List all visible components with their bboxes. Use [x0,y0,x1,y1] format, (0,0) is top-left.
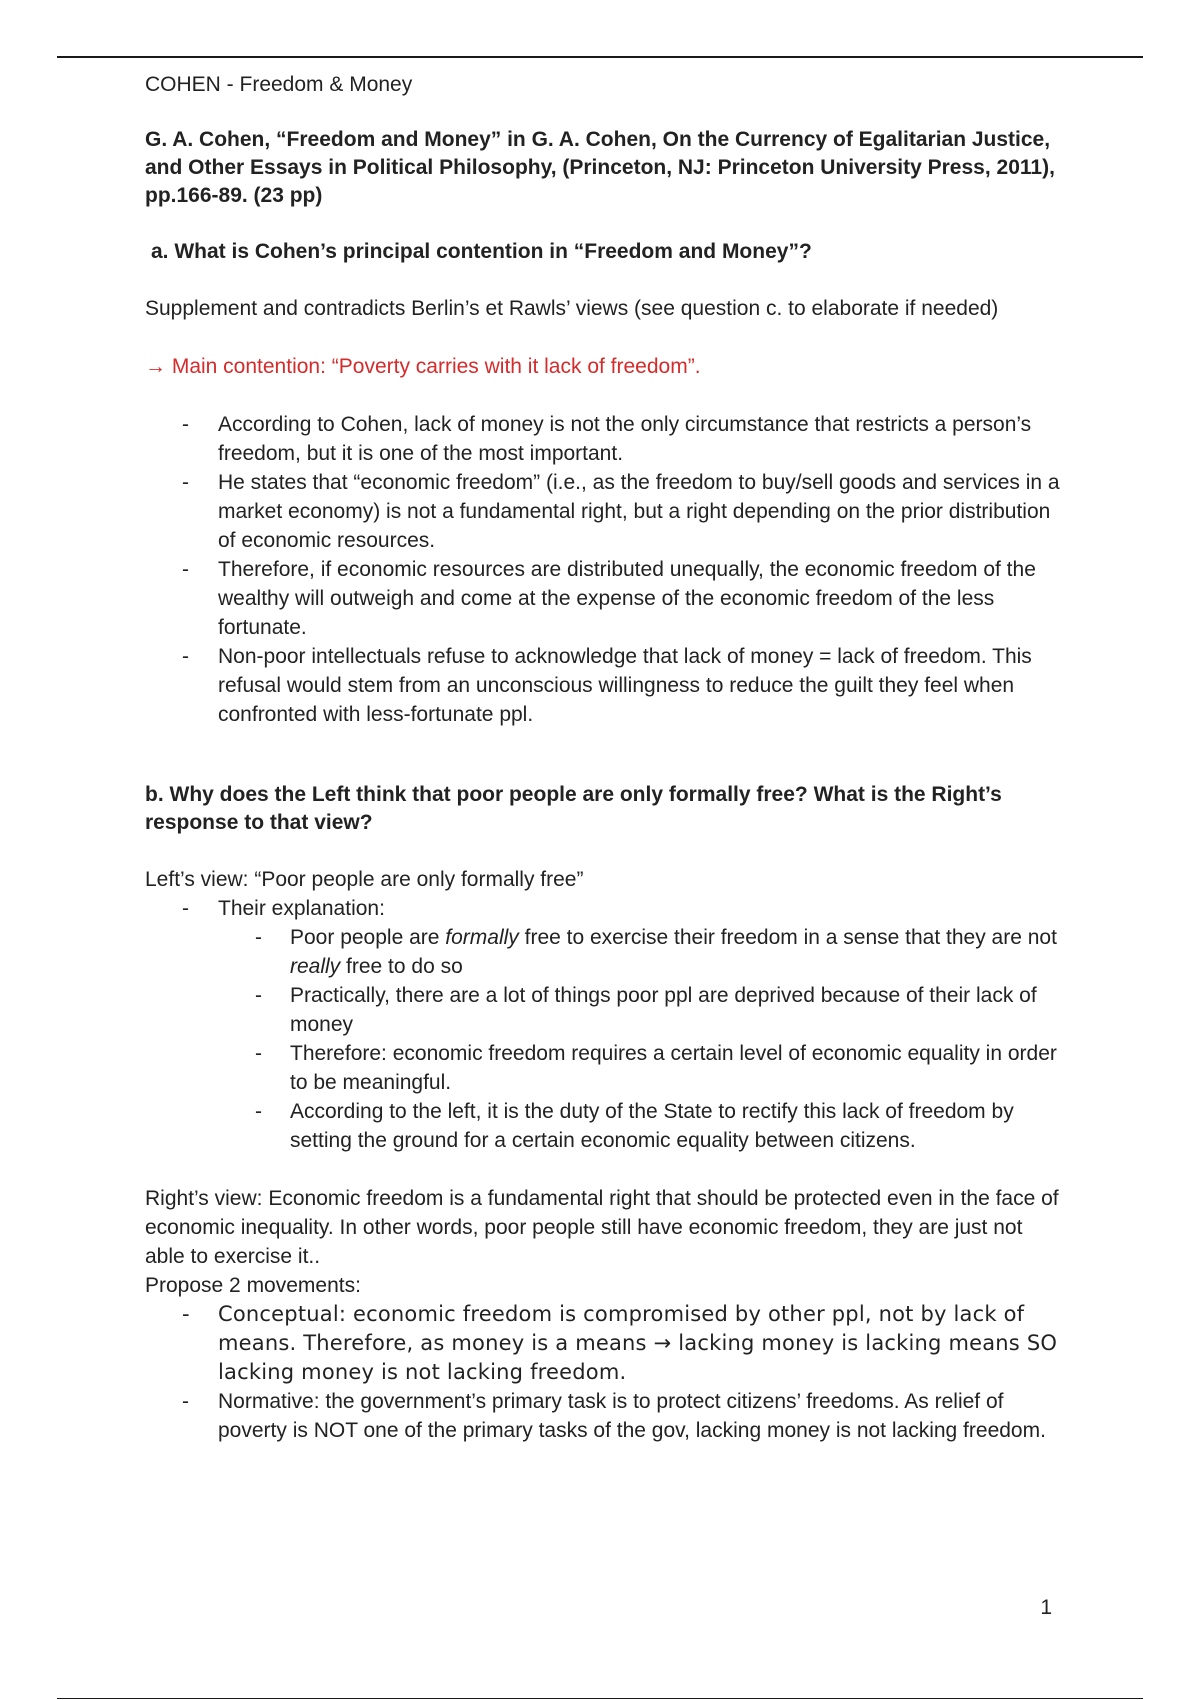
list-item: - Conceptual: economic freedom is compromised by other ppl, not by lack of means. Therefore, as money is a means → lacking money is lacking means SO lacking money is not lacking freedom. [145,1300,1065,1387]
text-run: free to exercise their freedom in a sense that they are not [518,926,1057,949]
propose-movements: Propose 2 movements: [145,1274,361,1297]
right-view: Right’s view: Economic freedom is a fundamental right that should be protected even in the face of economic inequality. In other words, poor people still have economic freedom, they are just not able to exercise it.. [145,1187,1059,1268]
left-explanation-list [145,894,1065,923]
emphasis-really: really [290,955,341,978]
question-b-heading: b. Why does the Left think that poor people are only formally free? What is the Right’s response to that view? [145,783,1002,834]
movements-list [145,1300,1065,1445]
list-item: - Non-poor intellectuals refuse to acknowledge that lack of money = lack of freedom. This refusal would stem from an unconscious willingness to reduce the guilt they feel when confronted with less-fortunate ppl. [145,642,1065,729]
section-spacer [145,729,1065,781]
list-item: - He states that “economic freedom” (i.e., as the freedom to buy/sell goods and services in a market economy) is not a fundamental right, but a right depending on the prior distribution of economic resources. [145,468,1065,555]
list-item: - Therefore: economic freedom requires a certain level of economic equality in order to be meaningful. [145,1039,1065,1097]
section-a-intro: Supplement and contradicts Berlin’s et Rawls’ views (see question c. to elaborate if needed) [145,297,999,320]
list-item: - Practically, there are a lot of things poor ppl are deprived because of their lack of money [145,981,1065,1039]
list-item: - Their explanation: [145,894,1065,923]
document-page [145,70,1065,1445]
main-contention: → Main contention: “Poverty carries with it lack of freedom”. [145,355,701,378]
page-number: 1 [1040,1596,1052,1619]
question-a-heading: a. What is Cohen’s principal contention in “Freedom and Money”? [151,240,812,263]
left-sub-bullets [145,923,1065,1155]
top-rule [57,56,1143,58]
page-header: COHEN - Freedom & Money [145,73,413,96]
list-item: - According to Cohen, lack of money is not the only circumstance that restricts a person’s freedom, but it is one of the most important. [145,410,1065,468]
paragraph-spacer [145,1155,1065,1184]
citation: G. A. Cohen, “Freedom and Money” in G. A. Cohen, On the Currency of Egalitarian Justice, and Other Essays in Political Philosophy, (Princeton, NJ: Princeton University Press, 2011), pp.166-89. (23 pp) [145,128,1055,207]
emphasis-formally: formally [445,926,519,949]
list-item: - According to the left, it is the duty of the State to rectify this lack of freedom by setting the ground for a certain economic equality between citizens. [145,1097,1065,1155]
bottom-rule [57,1698,1143,1699]
text-run: free to do so [340,955,463,978]
text-run: Poor people are [290,926,446,949]
list-item: - Normative: the government’s primary task is to protect citizens’ freedoms. As relief of poverty is NOT one of the primary tasks of the gov, lacking money is not lacking freedom. [145,1387,1065,1445]
list-item [145,923,1065,981]
left-view: Left’s view: “Poor people are only formally free” [145,868,584,891]
list-item: - Therefore, if economic resources are distributed unequally, the economic freedom of the wealthy will outweigh and come at the expense of the economic freedom of the less fortunate. [145,555,1065,642]
section-a-bullets [145,410,1065,729]
